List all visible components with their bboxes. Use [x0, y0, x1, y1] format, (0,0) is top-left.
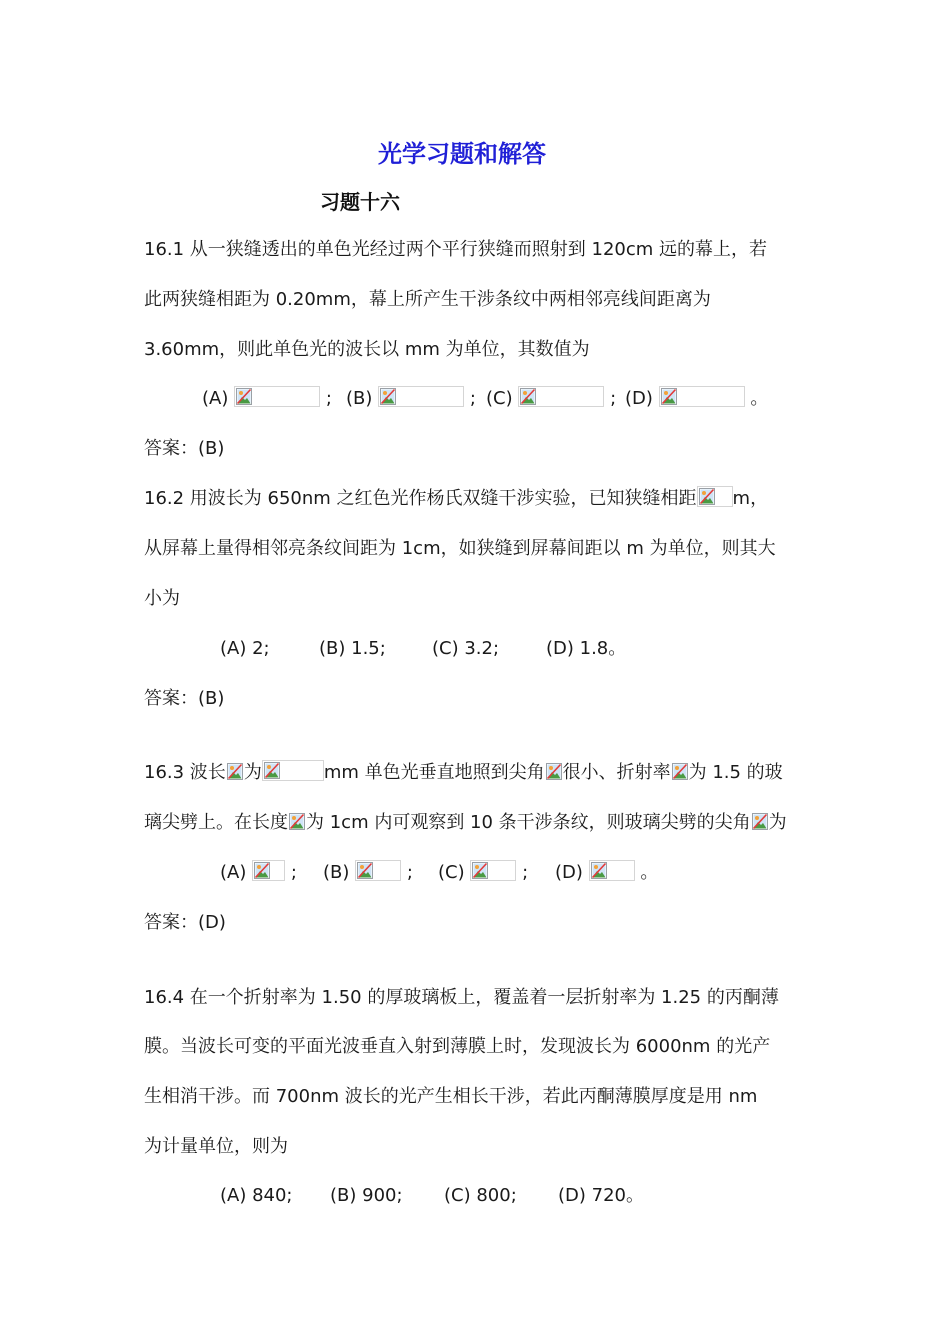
q3-text-f: 璃尖劈上。在长度 [144, 812, 288, 833]
q3-text-g: 为 1cm 内可观察到 10 条干涉条纹，则玻璃尖劈的尖角 [306, 812, 751, 833]
q2-line-3: 小为 [144, 588, 180, 609]
q3-text-e: 为 1.5 的玻 [688, 762, 783, 783]
q3-text-d: 很小、折射率 [562, 762, 671, 783]
q3-option-d-label: (D) [555, 862, 583, 883]
q1-answer: 答案：(B) [144, 438, 225, 459]
q3-option-c-label: (C) [438, 862, 465, 883]
q1-separator: ; [325, 388, 332, 409]
broken-image-icon [671, 762, 689, 781]
q3-line-2 [144, 810, 787, 836]
broken-image-icon [378, 386, 464, 407]
q1-option-b-label: (B) [346, 388, 373, 409]
q1-line-1: 16.1 从一狭缝透出的单色光经过两个平行狭缝而照射到 120cm 远的幕上，若 [144, 239, 768, 260]
broken-image-icon [518, 386, 604, 407]
q3-separator: ; [406, 862, 413, 883]
q3-option-b-label: (B) [323, 862, 350, 883]
q1-option-c-label: (C) [486, 388, 513, 409]
q2-line-1 [144, 486, 768, 512]
q2-line-1-text: 16.2 用波长为 650nm 之红色光作杨氏双缝干涉实验，已知狭缝相距 [144, 488, 697, 509]
broken-image-icon [697, 486, 733, 507]
broken-image-icon [589, 860, 635, 881]
broken-image-icon [252, 860, 285, 881]
broken-image-icon [470, 860, 516, 881]
q1-end: 。 [750, 388, 769, 409]
q3-answer: 答案：(D) [144, 912, 226, 933]
q1-line-2: 此两狭缝相距为 0.20mm，幕上所产生干涉条纹中两相邻亮线间距离为 [144, 289, 711, 310]
q3-text-b: 为 [243, 762, 262, 783]
broken-image-icon [545, 762, 563, 781]
q4-line-4: 为计量单位，则为 [144, 1136, 288, 1157]
broken-image-icon [288, 812, 306, 831]
q4-option-d: (D) 720。 [558, 1185, 644, 1206]
q4-line-1: 16.4 在一个折射率为 1.50 的厚玻璃板上，覆盖着一层折射率为 1.25 的丙酮薄 [144, 987, 779, 1008]
page-title: 光学习题和解答 [378, 140, 546, 168]
q3-end: 。 [640, 862, 659, 883]
q2-option-b: (B) 1.5; [319, 638, 386, 659]
q4-option-a: (A) 840; [220, 1185, 293, 1206]
q1-option-d [625, 386, 768, 412]
q4-option-c: (C) 800; [444, 1185, 517, 1206]
q1-option-a-label: (A) [202, 388, 229, 409]
q3-option-d [555, 860, 658, 886]
q2-line-1-unit: m， [732, 488, 769, 509]
q2-answer: 答案：(B) [144, 688, 225, 709]
q2-option-a: (A) 2; [220, 638, 270, 659]
q1-option-a [202, 386, 332, 412]
q3-text-c: mm 单色光垂直地照到尖角 [323, 762, 545, 783]
q3-line-1 [144, 760, 783, 786]
q4-option-b: (B) 900; [330, 1185, 403, 1206]
q1-option-c [486, 386, 616, 412]
section-subtitle: 习题十六 [320, 190, 400, 214]
broken-image-icon [262, 760, 324, 781]
q2-option-c: (C) 3.2; [432, 638, 500, 659]
q1-option-d-label: (D) [625, 388, 653, 409]
q1-separator: ; [469, 388, 476, 409]
q3-option-c [438, 860, 528, 886]
broken-image-icon [355, 860, 401, 881]
q3-separator: ; [522, 862, 529, 883]
broken-image-icon [234, 386, 320, 407]
q3-option-a [220, 860, 297, 886]
q1-option-b [346, 386, 476, 412]
broken-image-icon [751, 812, 769, 831]
broken-image-icon [226, 762, 244, 781]
q1-separator: ; [610, 388, 617, 409]
q3-text-h: 为 [768, 812, 787, 833]
q3-option-a-label: (A) [220, 862, 247, 883]
broken-image-icon [659, 386, 745, 407]
q3-text-a: 16.3 波长 [144, 762, 226, 783]
q2-line-2: 从屏幕上量得相邻亮条纹间距为 1cm，如狭缝到屏幕间距以 m 为单位，则其大 [144, 538, 776, 559]
q4-line-3: 生相消干涉。而 700nm 波长的光产生相长干涉，若此丙酮薄膜厚度是用 nm [144, 1086, 758, 1107]
q2-option-d: (D) 1.8。 [546, 638, 627, 659]
q4-line-2: 膜。当波长可变的平面光波垂直入射到薄膜上时，发现波长为 6000nm 的光产 [144, 1036, 771, 1057]
q1-line-3: 3.60mm，则此单色光的波长以 mm 为单位，其数值为 [144, 339, 590, 360]
q3-separator: ; [290, 862, 297, 883]
q3-option-b [323, 860, 413, 886]
